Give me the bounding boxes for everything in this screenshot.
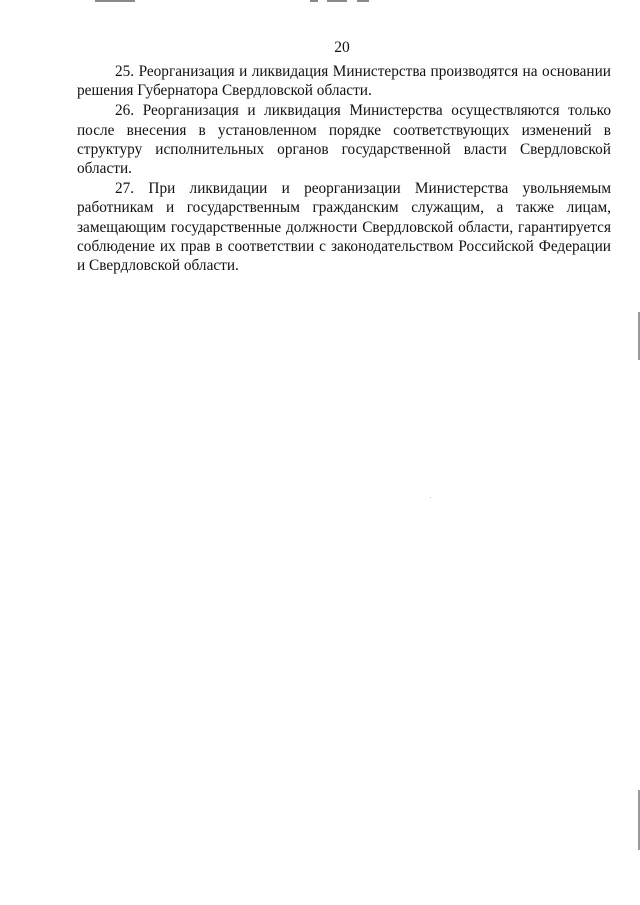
paragraph-text: Реорганизация и ликвидация Министерства производятся на основании решения Губернатора Свердловской области.: [77, 63, 611, 100]
paragraph-text: Реорганизация и ликвидация Министерства осуществляются только после внесения в установленном порядке соответствующих изменений в структуру исполнительных органов государственной власти Свердловской области.: [77, 102, 611, 178]
paragraph-26: [77, 101, 611, 178]
paragraph-text: При ликвидации и реорганизации Министерства увольняемым работникам и государственным гражданским служащим, а также лицам, замещающим государственные должности Свердловской области, гарантируется соблюдение их прав в соответствии с законодательством Российской Федерации и Свердловской области.: [77, 180, 612, 275]
paragraph-number: 25.: [115, 63, 135, 80]
page-number: 20: [334, 39, 350, 56]
scan-artifact-top: [95, 0, 385, 3]
paragraph-25: [77, 62, 611, 100]
scan-speck: [430, 497, 431, 498]
paragraph-number: 27.: [115, 180, 135, 198]
paragraph-number: 26.: [115, 102, 135, 120]
paragraph-27: [77, 179, 611, 275]
document-body: [77, 62, 611, 275]
